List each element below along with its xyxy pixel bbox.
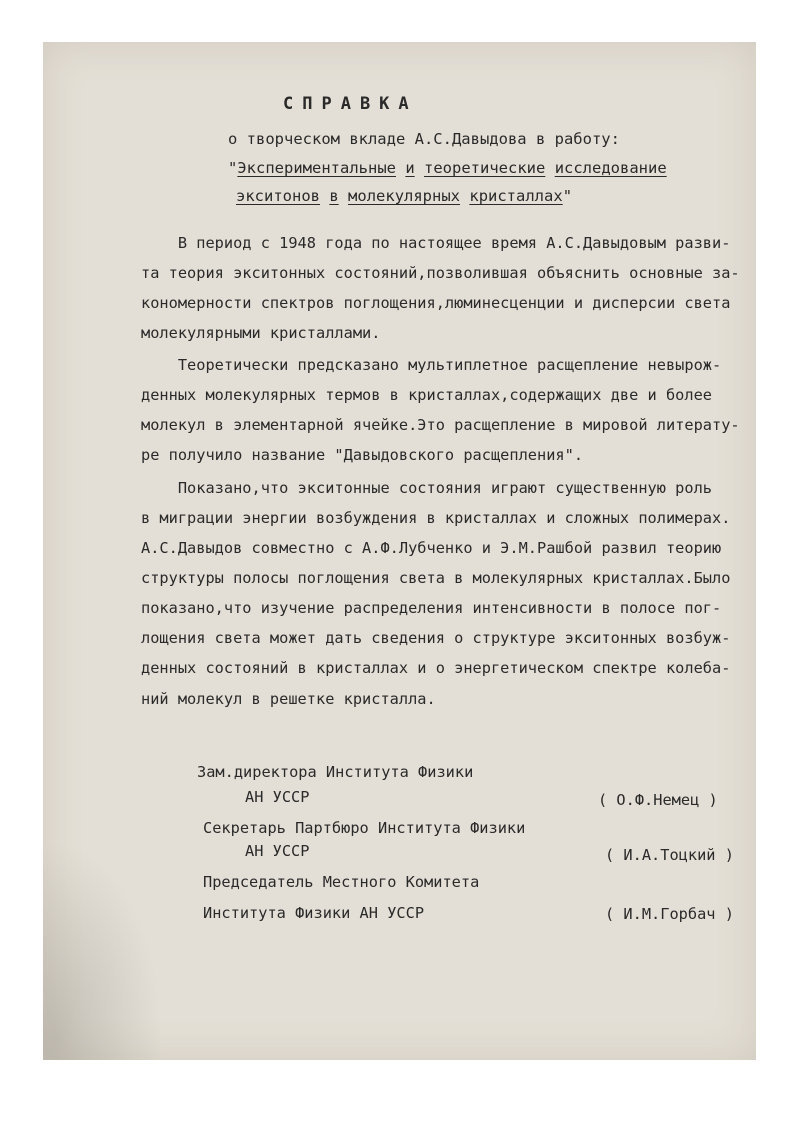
- body-line: ре получило название "Давыдовского расщепления".: [141, 446, 584, 464]
- body-line: молекулярными кристаллами.: [141, 324, 381, 342]
- document-heading: СПРАВКА: [283, 94, 418, 114]
- document-page: [43, 42, 756, 1060]
- title-word: и: [405, 159, 415, 177]
- signatory-title: Председатель Местного Комитета: [203, 873, 480, 891]
- body-line: молекул в элементарной ячейке.Это расщепление в мировой литерату-: [141, 416, 740, 434]
- signatory-name: ( И.А.Тоцкий ): [605, 846, 734, 864]
- body-line: показано,что изучение распределения интенсивности в полосе пог-: [141, 599, 722, 617]
- body-line: В период с 1948 года по настоящее время А.С.Давыдовым разви-: [141, 234, 731, 252]
- body-line: лощения света может дать сведения о структуре экситонных возбуж-: [141, 629, 731, 647]
- body-line: Показано,что экситонные состояния играют существенную роль: [141, 479, 712, 497]
- title-word: теоретические: [424, 159, 546, 177]
- signatory-name: ( И.М.Горбач ): [605, 905, 734, 923]
- title-line-3: [236, 187, 572, 205]
- signatory-org: Института Физики АН УССР: [203, 904, 425, 922]
- title-open-quote: ": [228, 159, 238, 177]
- body-line: денных состояний в кристаллах и о энергетическом спектре колеба-: [141, 659, 731, 677]
- title-line-2: [228, 159, 667, 177]
- title-line-1: о творческом вкладе А.С.Давыдова в работу:: [228, 130, 620, 148]
- signatory-title: Зам.директора Института Физики: [197, 763, 474, 781]
- body-line: ний молекул в решетке кристалла.: [141, 690, 436, 708]
- page-smudge: [43, 840, 163, 1060]
- title-word: исследование: [554, 159, 667, 177]
- title-word: Экспериментальные: [237, 159, 396, 177]
- signatory-title: Секретарь Партбюро Института Физики: [203, 819, 526, 837]
- title-word: кристаллах: [469, 187, 563, 205]
- body-line: Теоретически предсказано мультиплетное расщепление невырож-: [141, 356, 722, 374]
- body-line: в миграции энергии возбуждения в кристаллах и сложных полимерах.: [141, 509, 731, 527]
- body-line: кономерности спектров поглощения,люминесценции и дисперсии света: [141, 294, 731, 312]
- title-word: молекулярных: [348, 187, 461, 205]
- body-line: структуры полосы поглощения света в молекулярных кристаллах.Было: [141, 569, 731, 587]
- body-line: денных молекулярных термов в кристаллах,содержащих две и более: [141, 386, 712, 404]
- signatory-org: АН УССР: [245, 842, 310, 860]
- title-close-quote: ": [562, 187, 573, 205]
- title-word: экситонов: [236, 187, 320, 205]
- signatory-name: ( О.Ф.Немец ): [598, 791, 718, 809]
- body-line: А.С.Давыдов совместно с А.Ф.Лубченко и Э.М.Рашбой развил теорию: [141, 539, 722, 557]
- body-line: та теория экситонных состояний,позволившая объяснить основные за-: [141, 264, 740, 282]
- signatory-org: АН УССР: [245, 788, 310, 806]
- title-word: в: [329, 187, 339, 205]
